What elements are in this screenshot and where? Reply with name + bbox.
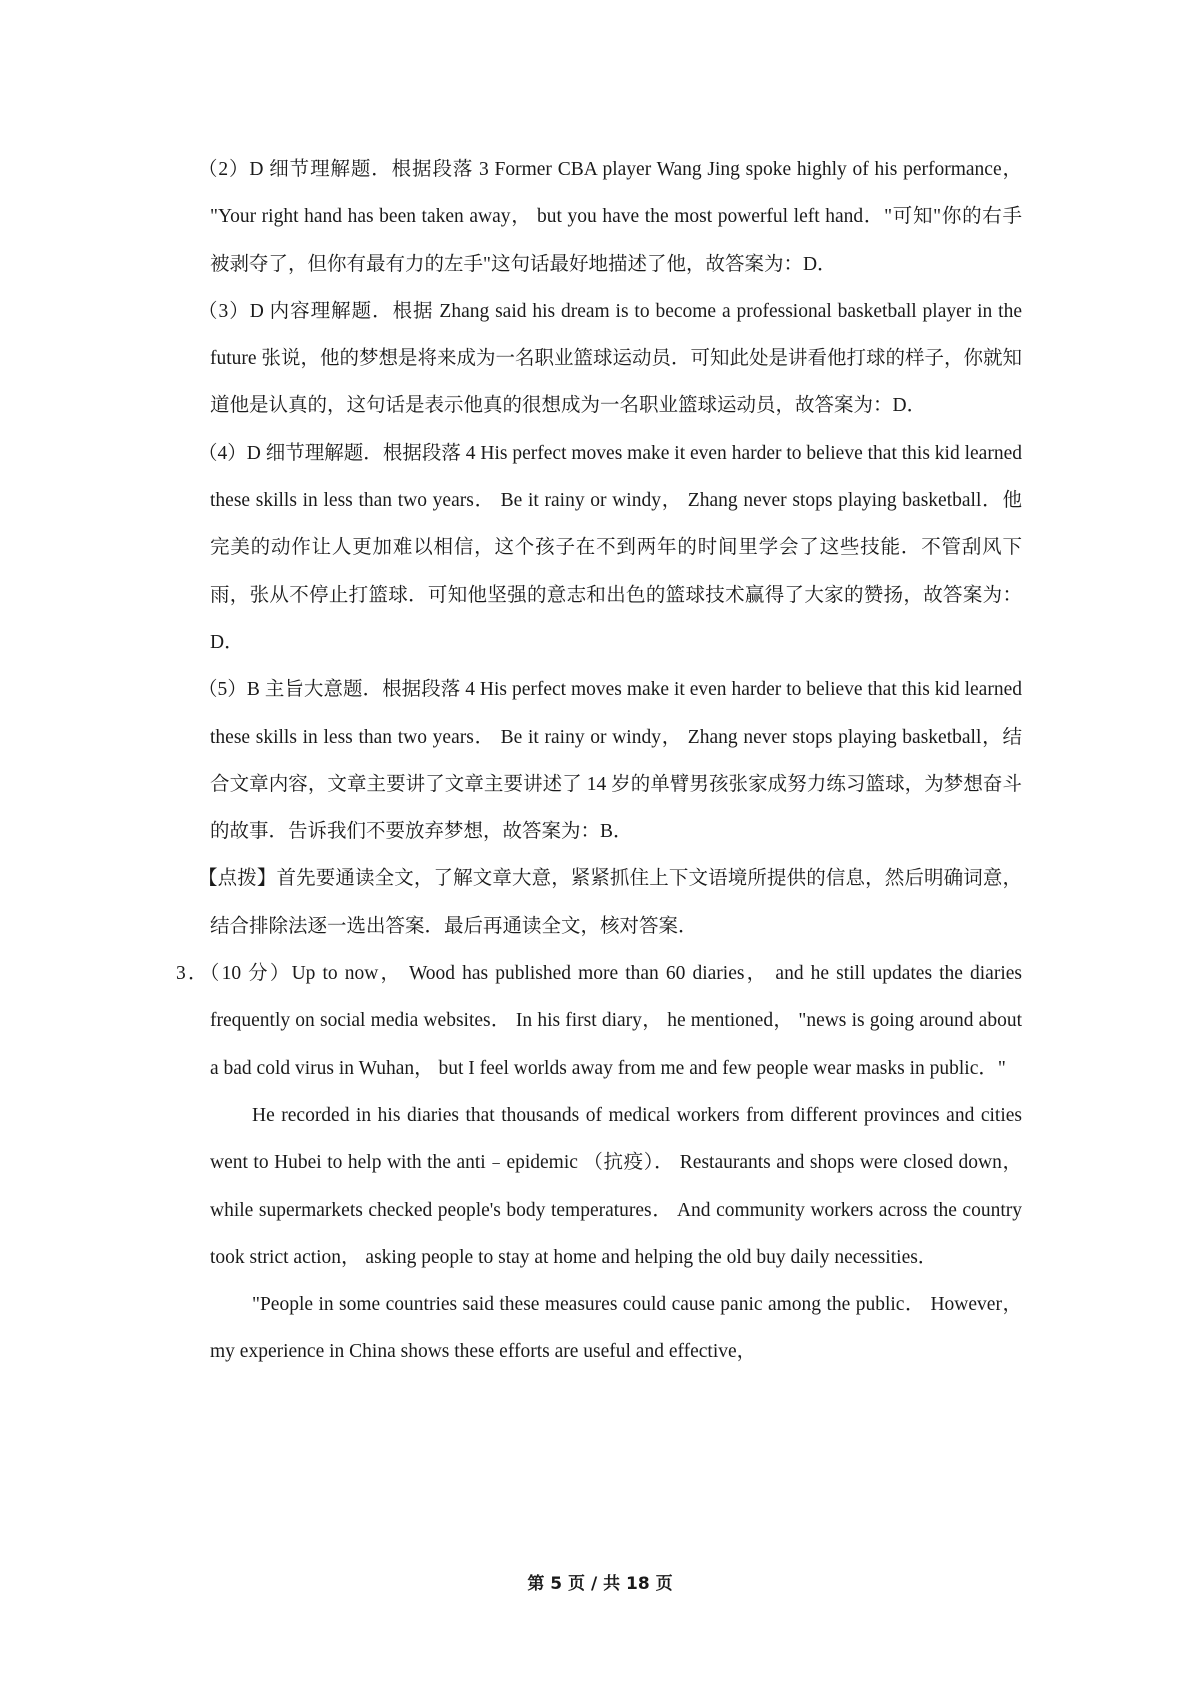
answer-5-explanation: （5）B 主旨大意题．根据段落 4 His perfect moves make it even harder to believe that this kid learned these skills in less than two years． Be it rainy or windy， Zhang never stops playing basketball，结合文章内容，文章主要讲了文章主要讲述了 14 岁的单臂男孩张家成努力练习篮球，为梦想奋斗的故事．告诉我们不要放弃梦想，故答案为：B． [198, 679, 1022, 843]
question-3-paragraph-3: "People in some countries said these measures could cause panic among the public． However， my experience in China shows these efforts are useful and effective， [210, 1294, 1022, 1363]
question-3-text: Up to now， Wood has published more than 60 diaries， and he still updates the diaries frequently on social media websites． In his first diary， he mentioned， "news is going around about a bad cold virus in Wuhan， but I feel worlds away from me and few people wear masks in public．" [210, 963, 1022, 1079]
question-3-paragraph-2: He recorded in his diaries that thousands of medical workers from different provinces and cities went to Hubei to help with the anti﹣epidemic （抗疫）． Restaurants and shops were closed down， while supermarkets checked people's body temperatures． And community workers across the country took strict action， asking people to stay at home and helping the old buy daily necessities． [210, 1104, 1022, 1268]
answer-4-explanation: （4）D 细节理解题．根据段落 4 His perfect moves make it even harder to believe that this kid learned these skills in less than two years． Be it rainy or windy， Zhang never stops playing basketball．他完美的动作让人更加难以相信，这个孩子在不到两年的时间里学会了这些技能．不管刮风下雨，张从不停止打篮球．可知他坚强的意志和出色的篮球技术赢得了大家的赞扬，故答案为：D． [198, 442, 1022, 653]
question-3-paragraph-1 [176, 950, 1022, 1092]
answer-3-explanation: （3）D 内容理解题．根据 Zhang said his dream is to become a professional basketball player in the future 张说，他的梦想是将来成为一名职业篮球运动员．可知此处是讲看他打球的样子，你就知道他是认真的，这句话是表示他真的很想成为一名职业篮球运动员，故答案为：D． [198, 300, 1022, 417]
question-3-number: 3． [176, 963, 210, 985]
question-3-score: （10 分） [209, 963, 292, 985]
tip-paragraph: 【点拨】首先要通读全文，了解文章大意，紧紧抓住上下文语境所提供的信息，然后明确词意，结合排除法逐一选出答案．最后再通读全文，核对答案． [198, 868, 1022, 937]
page-number-footer: 第 5 页 / 共 18 页 [527, 1574, 673, 1594]
answer-2-explanation: （2）D 细节理解题．根据段落 3 Former CBA player Wang Jing spoke highly of his performance， "Your right hand has been taken away， but you have the most powerful left hand．"可知"你的右手被剥夺了，但你有最有力的左手"这句话最好地描述了他，故答案为：D． [198, 159, 1022, 275]
page-content [176, 146, 1022, 1376]
